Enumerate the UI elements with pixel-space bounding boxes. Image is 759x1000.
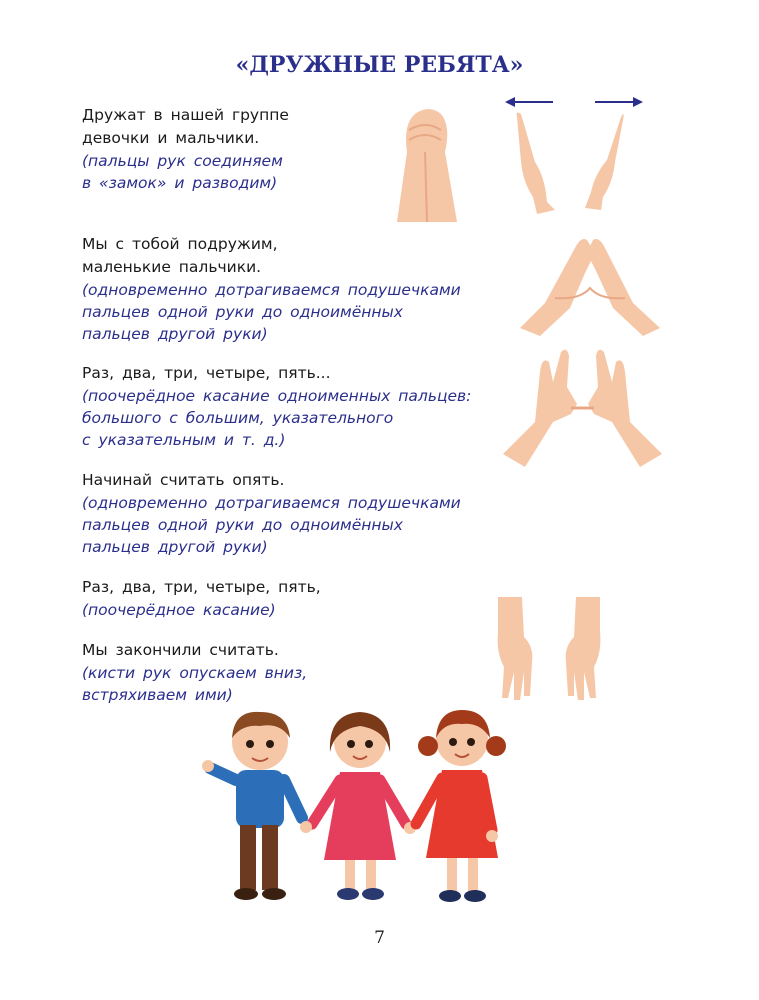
verse-6 [82,639,502,706]
verse-line: Мы закончили считать. [82,641,279,659]
verse-note: (одновременно дотрагиваемся подушечками [82,494,461,512]
verse-note: пальцев другой руки) [82,538,268,556]
arrow-left-icon [505,97,553,107]
left-hand-icon [517,113,556,214]
verse-line: Раз, два, три, четыре, пять, [82,578,321,596]
verse-note: пальцев одной руки до одноимённых [82,303,403,321]
verse-note: пальцев другой руки) [82,325,268,343]
verse-4 [82,469,502,558]
verse-5 [82,576,502,621]
verse-line: Мы с тобой подружим, [82,235,278,253]
children-illustration [200,700,520,915]
clasped-hands-icon [397,109,457,222]
boy-figure [202,712,302,900]
fingertips-triangle-illustration [515,228,665,338]
hands-lock-illustration [385,92,665,227]
verse-note: (поочерёдное касание одноименных пальцев: [82,387,472,405]
girl-figure-pink [300,712,416,900]
verse-note: (кисти рук опускаем вниз, [82,664,308,682]
verse-line: Раз, два, три, четыре, пять... [82,364,331,382]
verse-line: девочки и мальчики. [82,129,260,147]
verse-3 [82,362,502,451]
right-hand-icon [585,114,624,210]
arrow-right-icon [595,97,643,107]
verse-note: большого с большим, указательного [82,409,394,427]
verse-note: с указательным и т. д.) [82,431,286,449]
verse-note: (одновременно дотрагиваемся подушечками [82,281,461,299]
verse-note: (пальцы рук соединяем [82,152,283,170]
hanging-hands-illustration [492,592,607,707]
verse-line: маленькие пальчики. [82,258,262,276]
girl-figure-red [416,710,506,902]
page-number: 7 [374,928,385,948]
verse-note: (поочерёдное касание) [82,601,276,619]
verse-note: встряхиваем ими) [82,686,233,704]
verse-line: Начинай считать опять. [82,471,285,489]
verse-note: пальцев одной руки до одноимённых [82,516,403,534]
verse-note: в «замок» и разводим) [82,174,278,192]
open-hands-illustration [495,342,670,472]
verse-line: Дружат в нашей группе [82,106,289,124]
page-title: «ДРУЖНЫЕ РЕБЯТА» [235,52,524,78]
verse-2 [82,233,502,345]
